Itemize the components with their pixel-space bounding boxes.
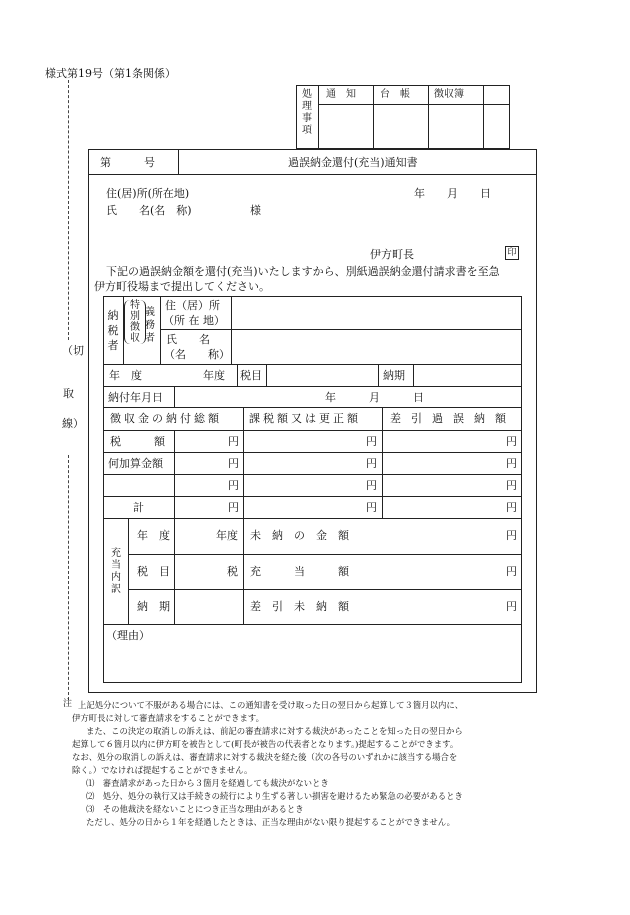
row2-unit-c: 円 (506, 457, 517, 470)
issue-date: 年 月 日 (414, 187, 491, 200)
notice-number: 第 号 (100, 156, 155, 169)
note-line-2: 伊方町長に対して審査請求をすることができます。 (72, 713, 264, 723)
cut-line-label-2: 取 (63, 387, 74, 400)
reason-label: （理由） (106, 629, 150, 642)
notice-title: 過誤納金還付(充当)通知書 (288, 156, 418, 169)
tax-item-label: 税目 (240, 369, 262, 382)
year-unit: 年度 (203, 369, 225, 382)
taxpayer-address-label: 住（居）所 (165, 299, 220, 312)
issuer-name: 伊方町長 (370, 248, 414, 261)
allocation-label: 充 当 内 訳 (111, 548, 121, 595)
note-line-3: また、この決定の取消しの訴えは、前記の審査請求に対する裁決があったことを知った日の翌日から (86, 726, 463, 736)
note-line-1: 上記処分について不服がある場合には、この通知書を受け取った日の翌日から起算して３箇月以内に、 (78, 700, 464, 710)
body-text-2: 伊方町役場まで提出してください。 (94, 280, 270, 293)
row2-unit-a: 円 (228, 457, 239, 470)
payment-date-label: 納付年月日 (108, 391, 163, 404)
header-net-overpaid: 差引過誤納額 (390, 412, 516, 425)
cut-line-lower (68, 455, 69, 700)
processing-col-notice: 通 知 (326, 89, 356, 100)
header-total-paid: 徴収金の納付総額 (110, 412, 222, 425)
row-addition-label: 何加算金額 (108, 457, 163, 470)
body-text-1: 下記の過誤納金額を還付(充当)いたしますから、別紙過誤納金還付請求書を至急 (106, 265, 500, 278)
note-line-7: ⑴ 審査請求があった日から３箇月を経過しても裁決がないとき (86, 778, 329, 788)
row3-unit-a: 円 (228, 479, 239, 492)
alloc-applied-unit: 円 (506, 565, 517, 578)
row1-unit-c: 円 (506, 435, 517, 448)
alloc-due-label: 納 期 (137, 600, 170, 613)
cut-line (68, 80, 69, 340)
row-total-label: 計 (133, 501, 144, 514)
taxpayer-address-sub: （所 在 地） (163, 314, 225, 327)
year-label: 年 度 (109, 369, 142, 382)
taxpayer-name-sub: （名 称） (164, 348, 230, 361)
cut-line-label-1: （切 (62, 344, 84, 357)
obligor-label: 義 務 者 (145, 307, 155, 344)
alloc-year-unit: 年度 (216, 529, 238, 542)
row4-unit-b: 円 (366, 501, 377, 514)
note-line-5: なお、処分の取消しの訴えは、審査請求に対する裁決を経た後（次の各号のいずれかに該当する場合を (72, 752, 458, 762)
alloc-remaining-label: 差 引 未 納 額 (250, 600, 349, 613)
honorific: 様 (250, 204, 261, 217)
alloc-applied-label: 充 当 額 (250, 565, 349, 578)
cut-line-label-3: 線） (62, 417, 84, 430)
processing-label: 処 理 事 項 (302, 89, 312, 136)
special-collection-label: 特 別 徴 収 (124, 300, 146, 344)
header-assessed: 課税額又は更正額 (249, 412, 361, 425)
row1-unit-b: 円 (366, 435, 377, 448)
row4-unit-a: 円 (228, 501, 239, 514)
seal-mark: 印 (507, 248, 517, 258)
alloc-remaining-unit: 円 (506, 600, 517, 613)
due-label: 納期 (383, 369, 405, 382)
note-line-8: ⑵ 処分、処分の執行又は手続きの続行により生ずる著しい損害を避けるため緊急の必要があるとき (86, 791, 463, 801)
processing-col-collection: 徴収簿 (434, 89, 464, 100)
row3-unit-b: 円 (366, 479, 377, 492)
note-line-9: ⑶ その他裁決を経ないことにつき正当な理由があるとき (86, 804, 304, 814)
form-number: 様式第19号（第1条関係） (45, 67, 176, 80)
alloc-unpaid-unit: 円 (506, 529, 517, 542)
taxpayer-name-label: 氏 名 (166, 333, 210, 346)
seal-box (505, 246, 519, 260)
note-line-10: ただし、処分の日から１年を経過したときは、正当な理由がない限り提起することができません。 (86, 817, 456, 827)
notes-marker: 注 (63, 699, 73, 709)
alloc-tax-label: 税 目 (137, 565, 170, 578)
name-label: 氏 名(名 称) (106, 204, 192, 217)
row4-unit-c: 円 (506, 501, 517, 514)
row3-unit-c: 円 (506, 479, 517, 492)
note-line-6: 除く。）でなければ提起することができません。 (72, 765, 253, 775)
taxpayer-label: 納 税 者 (107, 309, 119, 352)
row1-unit-a: 円 (228, 435, 239, 448)
alloc-tax-unit: 税 (227, 565, 238, 578)
note-line-4: 起算して６箇月以内に伊方町を被告として(町長が被告の代表者となります。)提起することができます。 (72, 739, 459, 749)
payment-date-value: 年 月 日 (325, 391, 424, 404)
address-label: 住(居)所(所在地) (106, 187, 190, 200)
row-tax-label: 税 額 (110, 435, 165, 448)
processing-col-ledger: 台 帳 (380, 89, 410, 100)
row2-unit-b: 円 (366, 457, 377, 470)
alloc-year-label: 年 度 (137, 529, 170, 542)
alloc-unpaid-label: 未 納 の 金 額 (250, 529, 349, 542)
